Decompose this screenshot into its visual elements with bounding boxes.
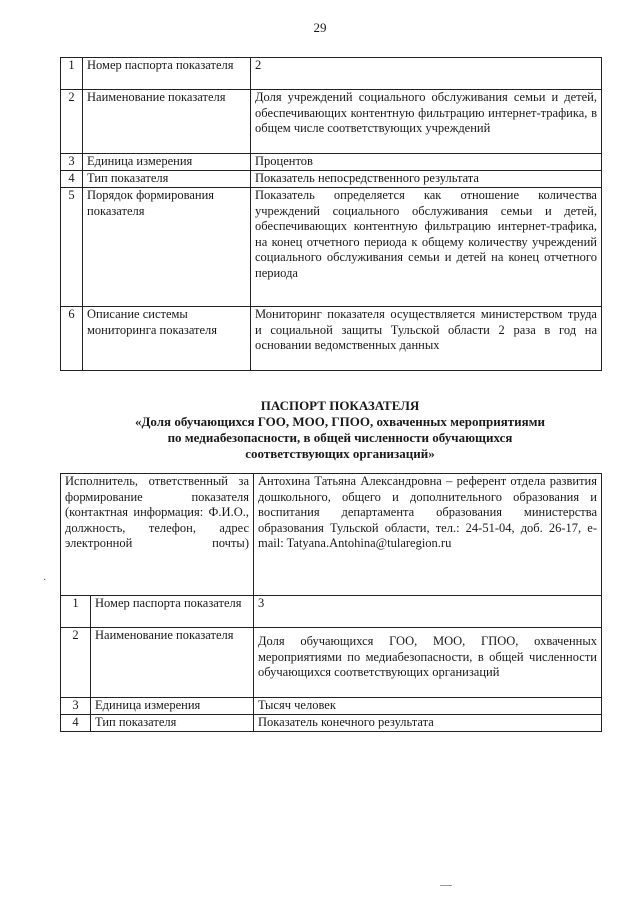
row-label: Наименование показателя [83, 90, 251, 154]
passport-title-line-2: по медиабезопасности, в общей численности обучающихся [167, 430, 513, 445]
passport-table-2 [60, 57, 602, 371]
row-label: Порядок формирования показателя [83, 188, 251, 307]
table-row [61, 628, 602, 698]
row-number: 6 [61, 307, 83, 371]
footer-mark [440, 885, 452, 886]
executor-label: Исполнитель, ответственный за формирование показателя (контактная информация: Ф.И.О., должность, телефон, адрес электронной почты) [61, 474, 254, 596]
row-label: Тип показателя [91, 715, 254, 732]
table-row [61, 188, 602, 307]
passport-table-3 [60, 473, 602, 732]
row-number: 4 [61, 171, 83, 188]
row-label: Наименование показателя [91, 628, 254, 698]
row-number: 5 [61, 188, 83, 307]
row-value: Доля обучающихся ГОО, МОО, ГПОО, охваченных мероприятиями по медиабезопасности, в общей численности обучающихся соответствующих организаций [254, 628, 602, 698]
row-number: 1 [61, 58, 83, 90]
row-number: 2 [61, 628, 91, 698]
row-number: 3 [61, 698, 91, 715]
table-row [61, 90, 602, 154]
row-value: Процентов [251, 154, 602, 171]
row-value: 3 [254, 596, 602, 628]
row-value: 2 [251, 58, 602, 90]
row-label: Тип показателя [83, 171, 251, 188]
executor-value: Антохина Татьяна Александровна – референт отдела развития дошкольного, общего и дополнительного образования и воспитания департамента образования министерства образования Тульской области, тел.: 24-51-04, доб. 26-17, e-mail: Tatyana.Antohina@tularegion.ru [254, 474, 602, 596]
table-row [61, 154, 602, 171]
row-value: Мониторинг показателя осуществляется министерством труда и социальной защиты Тульской области 2 раза в год на основании ведомственных данных [251, 307, 602, 371]
executor-row [61, 474, 602, 596]
passport-title-line-1: «Доля обучающихся ГОО, МОО, ГПОО, охваченных мероприятиями [134, 414, 546, 429]
row-label: Единица измерения [83, 154, 251, 171]
row-number: 2 [61, 90, 83, 154]
page-number: 29 [313, 20, 327, 35]
row-value: Тысяч человек [254, 698, 602, 715]
row-number: 3 [61, 154, 83, 171]
table-row [61, 58, 602, 90]
row-label: Номер паспорта показателя [91, 596, 254, 628]
table-row [61, 171, 602, 188]
row-number: 1 [61, 596, 91, 628]
table-row [61, 596, 602, 628]
row-value: Показатель конечного результата [254, 715, 602, 732]
row-value: Показатель непосредственного результата [251, 171, 602, 188]
passport-heading: ПАСПОРТ ПОКАЗАТЕЛЯ [260, 398, 420, 413]
passport-title-line-3: соответствующих организаций» [245, 446, 435, 461]
row-number: 4 [61, 715, 91, 732]
row-label: Описание системы мониторинга показателя [83, 307, 251, 371]
table-row [61, 715, 602, 732]
table-row [61, 307, 602, 371]
table-row [61, 698, 602, 715]
row-label: Единица измерения [91, 698, 254, 715]
margin-dot: · [43, 575, 47, 586]
row-value: Показатель определяется как отношение количества учреждений социального обслуживания семьи и детей, обеспечивающих контентную фильтрацию интернет-трафика, на конец отчетного периода к общему количеству учреждений социального обслуживания семьи и детей на конец отчетного периода [251, 188, 602, 307]
row-label: Номер паспорта показателя [83, 58, 251, 90]
row-value: Доля учреждений социального обслуживания семьи и детей, обеспечивающих контентную фильтрацию интернет-трафика, в общем числе соответствующих учреждений [251, 90, 602, 154]
